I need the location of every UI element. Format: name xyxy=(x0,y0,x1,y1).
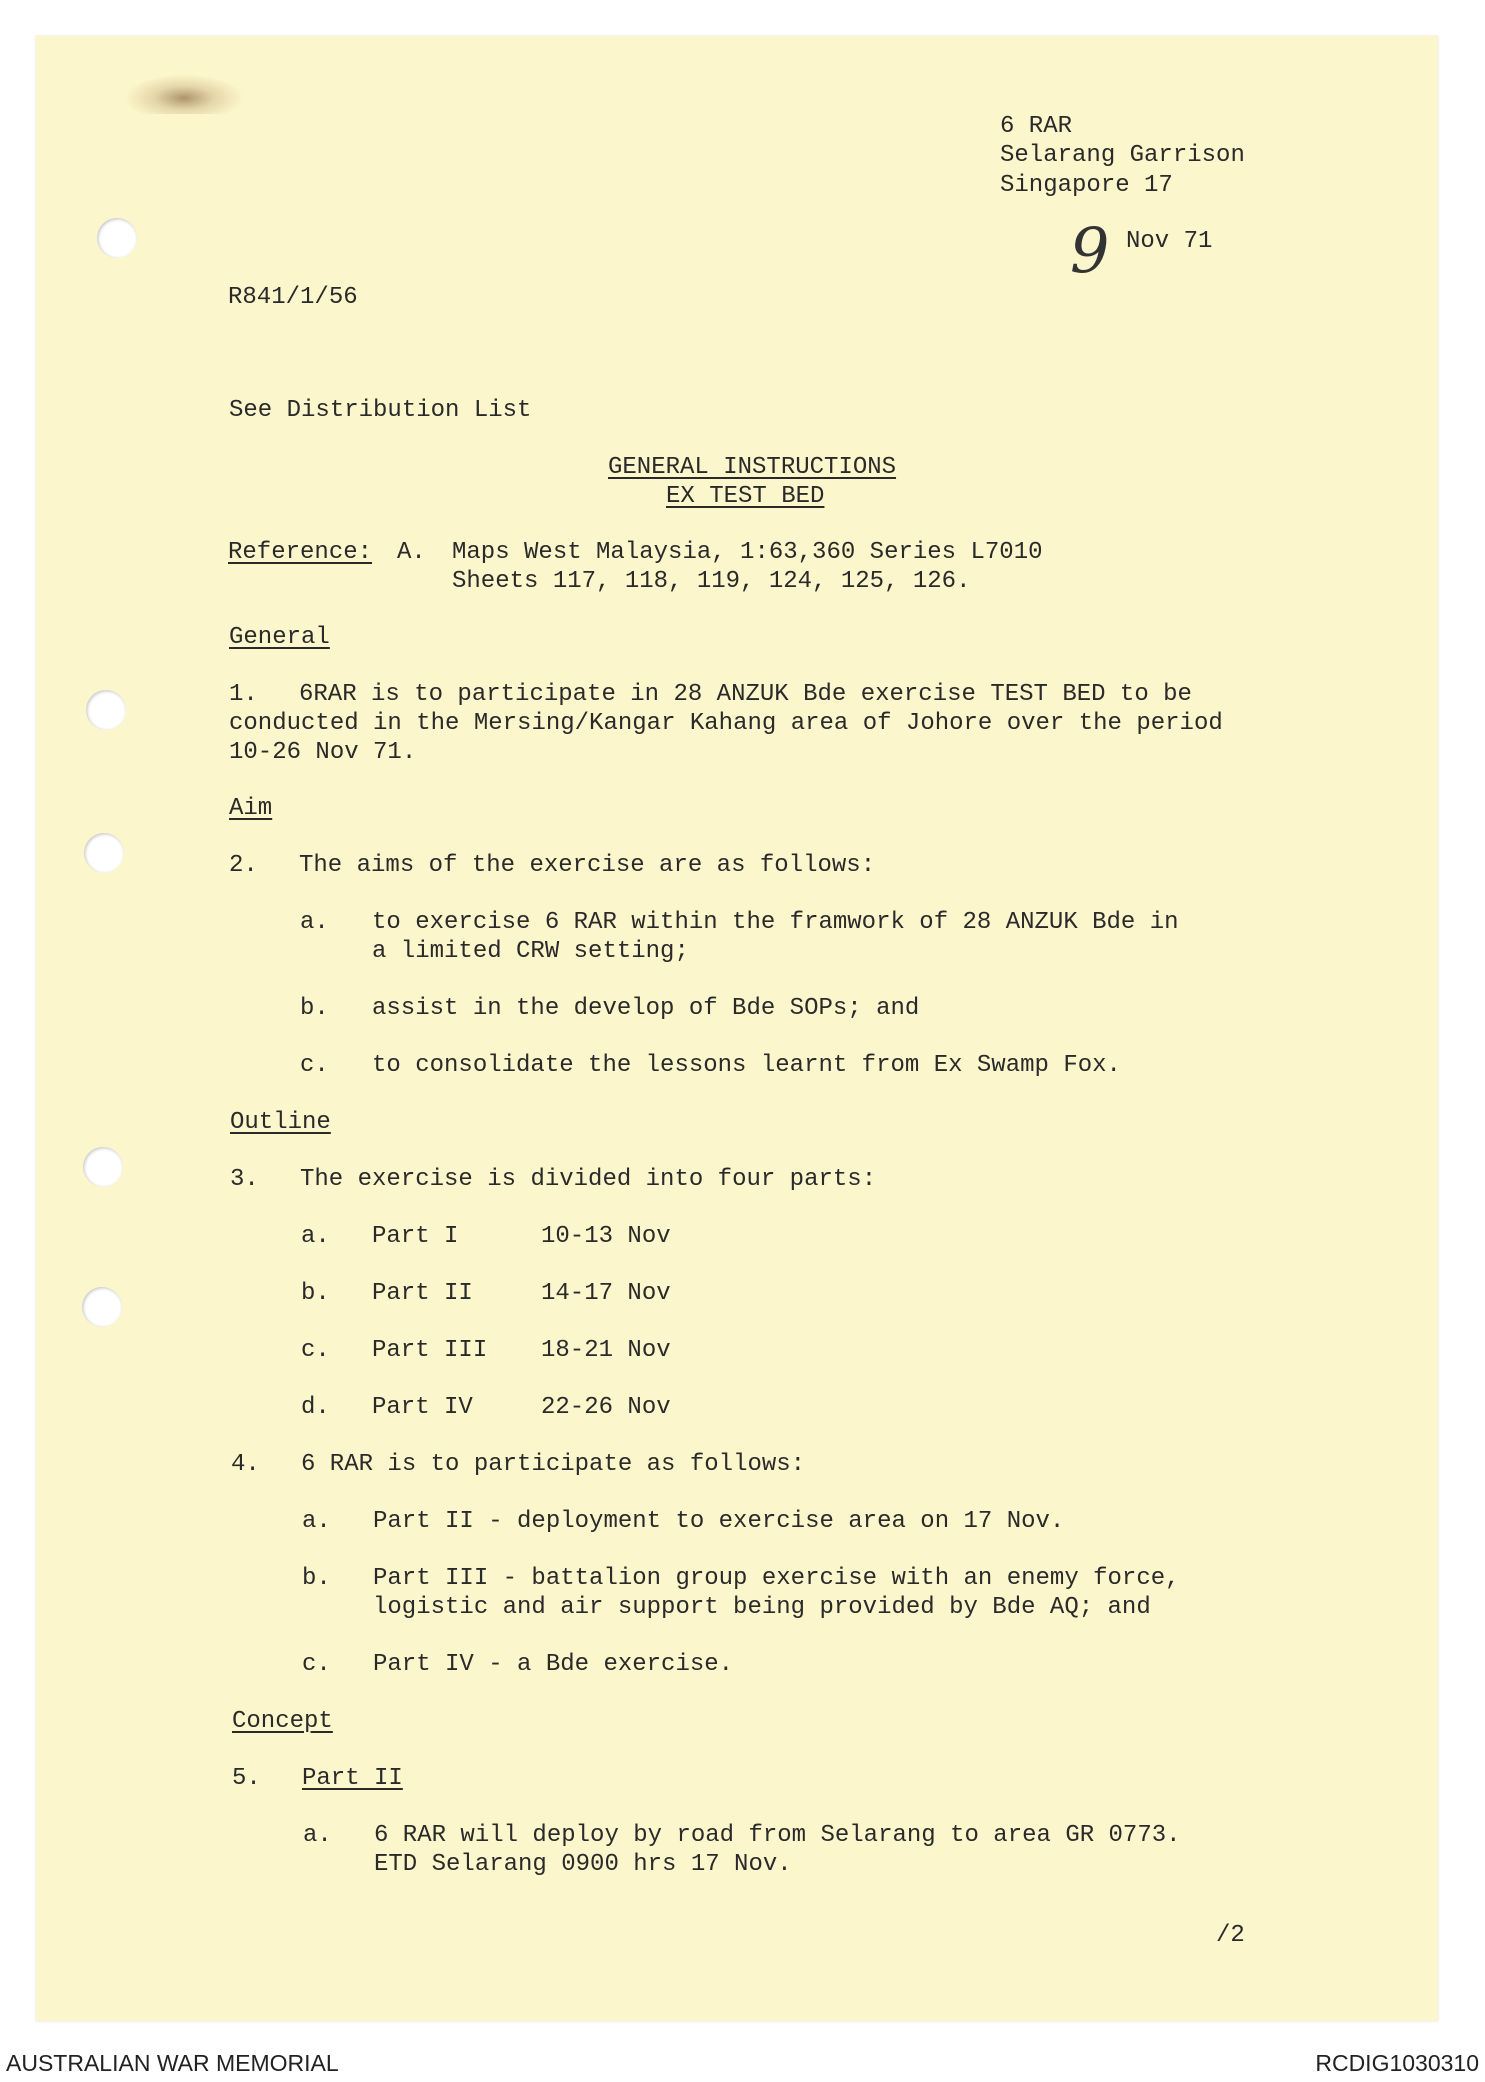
para5a-line-2: ETD Selarang 0900 hrs 17 Nov. xyxy=(374,1851,792,1878)
para4a-text: Part II - deployment to exercise area on 17 Nov. xyxy=(373,1508,1065,1535)
address-line-2: Selarang Garrison xyxy=(1000,142,1245,169)
para3-text: The exercise is divided into four parts: xyxy=(300,1166,877,1193)
section-heading-aim: Aim xyxy=(229,795,273,822)
part-name: Part IV xyxy=(372,1394,473,1421)
stain-mark xyxy=(124,74,244,114)
part-letter: b. xyxy=(301,1280,330,1307)
punch-hole xyxy=(83,1147,123,1187)
file-reference: R841/1/56 xyxy=(228,284,358,311)
address-unit: 6 RAR xyxy=(1000,113,1073,140)
subpara-letter: a. xyxy=(303,1822,332,1849)
punch-hole xyxy=(84,833,124,873)
para2a-line-2: a limited CRW setting; xyxy=(372,938,689,965)
para-number: 5. xyxy=(232,1765,261,1792)
date-month-year: Nov 71 xyxy=(1126,228,1213,255)
reference-line-1: Maps West Malaysia, 1:63,360 Series L7010 xyxy=(452,539,1043,566)
archive-footer-left: AUSTRALIAN WAR MEMORIAL xyxy=(6,2050,339,2076)
section-heading-concept: Concept xyxy=(232,1708,333,1735)
part-letter: a. xyxy=(301,1223,330,1250)
address-line-3: Singapore 17 xyxy=(1000,172,1173,199)
para4-text: 6 RAR is to participate as follows: xyxy=(301,1451,806,1478)
para2a-line-1: to exercise 6 RAR within the framwork of 28 ANZUK Bde in xyxy=(372,909,1179,936)
addressee: See Distribution List xyxy=(229,397,532,424)
para1-line-2: conducted in the Mersing/Kangar Kahang area of Johore over the period xyxy=(229,710,1223,737)
part-name: Part I xyxy=(372,1223,459,1250)
subpara-letter: a. xyxy=(300,909,329,936)
para-number: 2. xyxy=(229,852,258,879)
reference-letter: A. xyxy=(397,539,426,566)
part-letter: d. xyxy=(301,1394,330,1421)
reference-line-2: Sheets 117, 118, 119, 124, 125, 126. xyxy=(452,568,971,595)
section-heading-general: General xyxy=(229,624,330,651)
punch-hole xyxy=(86,690,126,730)
archive-footer-right: RCDIG1030310 xyxy=(1315,2050,1479,2076)
para4b-line-1: Part III - battalion group exercise with an enemy force, xyxy=(373,1565,1180,1592)
date-day-handwritten: 9 xyxy=(1070,214,1110,287)
part-dates: 10-13 Nov xyxy=(541,1223,671,1250)
reference-label: Reference: xyxy=(228,539,373,566)
section-heading-outline: Outline xyxy=(230,1109,331,1136)
para-number: 3. xyxy=(230,1166,259,1193)
subpara-letter: b. xyxy=(302,1565,331,1592)
part-name: Part III xyxy=(372,1337,488,1364)
part-dates: 18-21 Nov xyxy=(541,1337,671,1364)
para2c-text: to consolidate the lessons learnt from Ex Swamp Fox. xyxy=(372,1052,1121,1079)
punch-hole xyxy=(82,1287,122,1327)
para1-line-3: 10-26 Nov 71. xyxy=(229,739,417,766)
para-number: 4. xyxy=(231,1451,260,1478)
part-dates: 22-26 Nov xyxy=(541,1394,671,1421)
punch-hole xyxy=(97,218,137,258)
page-continuation: /2 xyxy=(1216,1922,1245,1949)
subpara-letter: c. xyxy=(300,1052,329,1079)
para-number: 1. xyxy=(229,681,258,708)
part-name: Part II xyxy=(372,1280,473,1307)
part-dates: 14-17 Nov xyxy=(541,1280,671,1307)
para4c-text: Part IV - a Bde exercise. xyxy=(373,1651,734,1678)
para2-text: The aims of the exercise are as follows: xyxy=(299,852,876,879)
document-title: GENERAL INSTRUCTIONS xyxy=(608,454,897,481)
exercise-name: EX TEST BED xyxy=(666,483,825,510)
para4b-line-2: logistic and air support being provided by Bde AQ; and xyxy=(373,1594,1151,1621)
para2b-text: assist in the develop of Bde SOPs; and xyxy=(372,995,920,1022)
subpara-letter: c. xyxy=(302,1651,331,1678)
para5-heading: Part II xyxy=(302,1765,403,1792)
para5a-line-1: 6 RAR will deploy by road from Selarang to area GR 0773. xyxy=(374,1822,1181,1849)
part-letter: c. xyxy=(301,1337,330,1364)
subpara-letter: a. xyxy=(302,1508,331,1535)
subpara-letter: b. xyxy=(300,995,329,1022)
para1-line-1: 6RAR is to participate in 28 ANZUK Bde exercise TEST BED to be xyxy=(299,681,1192,708)
